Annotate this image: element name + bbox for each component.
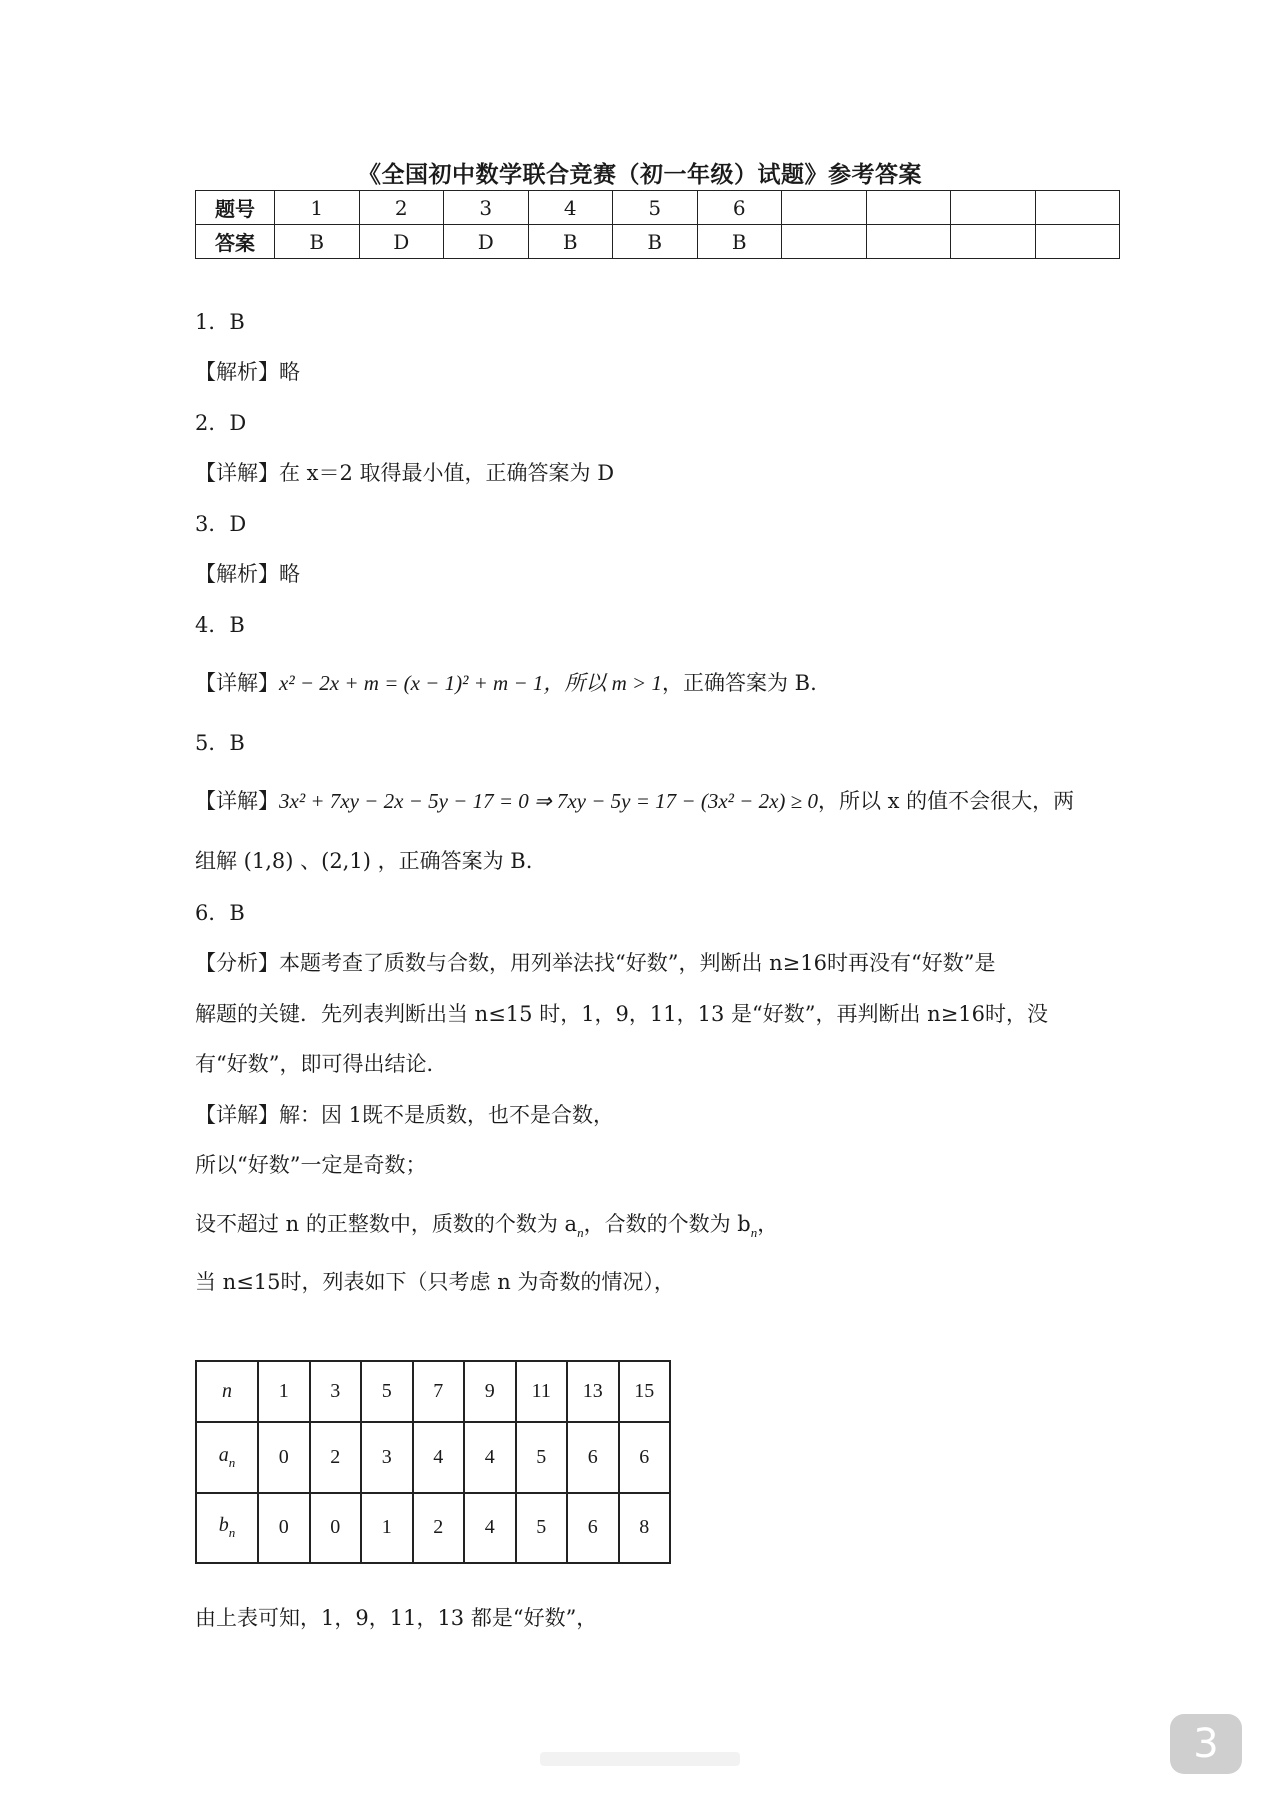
q3-analysis: 【解析】略 [195, 562, 300, 586]
question-number-cell: 5 [613, 191, 698, 225]
answer-cell: B [275, 225, 360, 259]
table-cell: 6 [567, 1422, 619, 1492]
subscript-n: n [228, 1525, 236, 1541]
table-cell: 8 [619, 1493, 671, 1563]
q4-formula: x² − 2x + m = (x − 1)² + m − 1，所以 m > 1 [279, 671, 662, 695]
answer-cell [951, 225, 1036, 259]
table-cell: 11 [516, 1361, 568, 1422]
answer-cell: D [444, 225, 529, 259]
answer-table-header-row [196, 191, 1120, 225]
answer-cell: D [359, 225, 444, 259]
table-cell: 6 [567, 1493, 619, 1563]
table-cell: 0 [310, 1493, 362, 1563]
question-number-cell: 6 [697, 191, 782, 225]
subscript-n: n [228, 1454, 236, 1470]
table-cell: 0 [258, 1493, 310, 1563]
q6-analysis-line1: 【分析】本题考查了质数与合数，用列举法找“好数”，判断出 n≥16时再没有“好数”是 [195, 951, 996, 975]
answer-cell [1035, 225, 1120, 259]
q6-detail-line3-part2: ，合数的个数为 b [583, 1212, 751, 1236]
answer-cell: B [528, 225, 613, 259]
table-cell: 4 [464, 1493, 516, 1563]
table-cell: 1 [361, 1493, 413, 1563]
page-number-badge[interactable]: 3 [1170, 1714, 1242, 1774]
q6-answer: 6．B [195, 901, 245, 925]
question-number-cell: 3 [444, 191, 529, 225]
question-number-cell: 2 [359, 191, 444, 225]
table-cell: 1 [258, 1361, 310, 1422]
table-cell: 15 [619, 1361, 671, 1422]
table-cell: 4 [464, 1422, 516, 1492]
q6-detail-line2: 所以“好数”一定是奇数； [195, 1153, 427, 1177]
q5-detail-prefix: 【详解】 [195, 789, 279, 813]
row-header-b [196, 1493, 258, 1563]
row-header-a-letter: a [218, 1443, 229, 1466]
answer-cell [866, 225, 951, 259]
watermark [540, 1752, 740, 1766]
q5-detail [195, 785, 1074, 815]
answer-table-answer-row [196, 225, 1120, 259]
q2-answer: 2．D [195, 411, 247, 435]
table-row-n [196, 1361, 670, 1422]
table-cell: 7 [413, 1361, 465, 1422]
q4-detail [195, 667, 817, 697]
q4-answer: 4．B [195, 613, 245, 637]
answer-table [195, 190, 1120, 259]
table-cell: 3 [361, 1422, 413, 1492]
question-number-cell [782, 191, 867, 225]
q6-analysis-line2: 解题的关键．先列表判断出当 n≤15 时，1，9，11，13 是“好数”，再判断出 n≥16时，没 [195, 1002, 1049, 1026]
table-cell: 4 [413, 1422, 465, 1492]
q5-answer: 5．B [195, 731, 245, 755]
question-number-cell [1035, 191, 1120, 225]
page-title: 《全国初中数学联合竞赛（初一年级）试题》参考答案 [358, 162, 922, 188]
row-header-b-letter: b [218, 1514, 229, 1537]
answer-cell [782, 225, 867, 259]
q6-detail-line3-part3: ， [757, 1212, 779, 1236]
row-label-answer: 答案 [196, 225, 275, 259]
table-row-b [196, 1493, 670, 1563]
answer-cell: B [613, 225, 698, 259]
table-cell: 3 [310, 1361, 362, 1422]
q6-detail-line3-part1: 设不超过 n 的正整数中，质数的个数为 a [195, 1212, 578, 1236]
table-cell: 6 [619, 1422, 671, 1492]
row-header-a [196, 1422, 258, 1492]
subscript-n: n [750, 1225, 758, 1240]
table-cell: 5 [361, 1361, 413, 1422]
q6-analysis-line3: 有“好数”，即可得出结论． [195, 1052, 448, 1076]
question-number-cell [951, 191, 1036, 225]
table-cell: 9 [464, 1361, 516, 1422]
conclusion-line: 由上表可知，1，9，11，13 都是“好数”， [195, 1606, 598, 1630]
prime-composite-table [195, 1360, 671, 1564]
table-cell: 13 [567, 1361, 619, 1422]
table-cell: 5 [516, 1422, 568, 1492]
row-header-n: n [196, 1361, 258, 1422]
table-cell: 0 [258, 1422, 310, 1492]
q5-formula: 3x² + 7xy − 2x − 5y − 17 = 0 ⇒ 7xy − 5y = 17 − (3x² − 2x) ≥ 0 [279, 789, 818, 813]
question-number-cell: 1 [275, 191, 360, 225]
table-cell: 5 [516, 1493, 568, 1563]
q4-detail-suffix: ，正确答案为 B. [661, 671, 817, 695]
row-label-question-number: 题号 [196, 191, 275, 225]
answer-cell: B [697, 225, 782, 259]
q3-answer: 3．D [195, 512, 247, 536]
q4-detail-prefix: 【详解】 [195, 671, 279, 695]
question-number-cell: 4 [528, 191, 613, 225]
question-number-cell [866, 191, 951, 225]
q6-detail-line4: 当 n≤15时，列表如下（只考虑 n 为奇数的情况）， [195, 1270, 675, 1294]
q5-detail-line2: 组解 (1,8) 、(2,1) ，正确答案为 B. [195, 849, 533, 873]
q1-answer: 1．B [195, 310, 245, 334]
q6-detail-line3 [195, 1208, 778, 1241]
q5-detail-mid: ，所以 x 的值不会很大，两 [817, 789, 1075, 813]
q1-analysis: 【解析】略 [195, 360, 300, 384]
table-row-a [196, 1422, 670, 1492]
subscript-n: n [577, 1225, 584, 1240]
table-cell: 2 [413, 1493, 465, 1563]
table-cell: 2 [310, 1422, 362, 1492]
q6-detail-line1: 【详解】解：因 1既不是质数，也不是合数， [195, 1103, 615, 1127]
q2-detail: 【详解】在 x＝2 取得最小值，正确答案为 D [195, 461, 615, 485]
